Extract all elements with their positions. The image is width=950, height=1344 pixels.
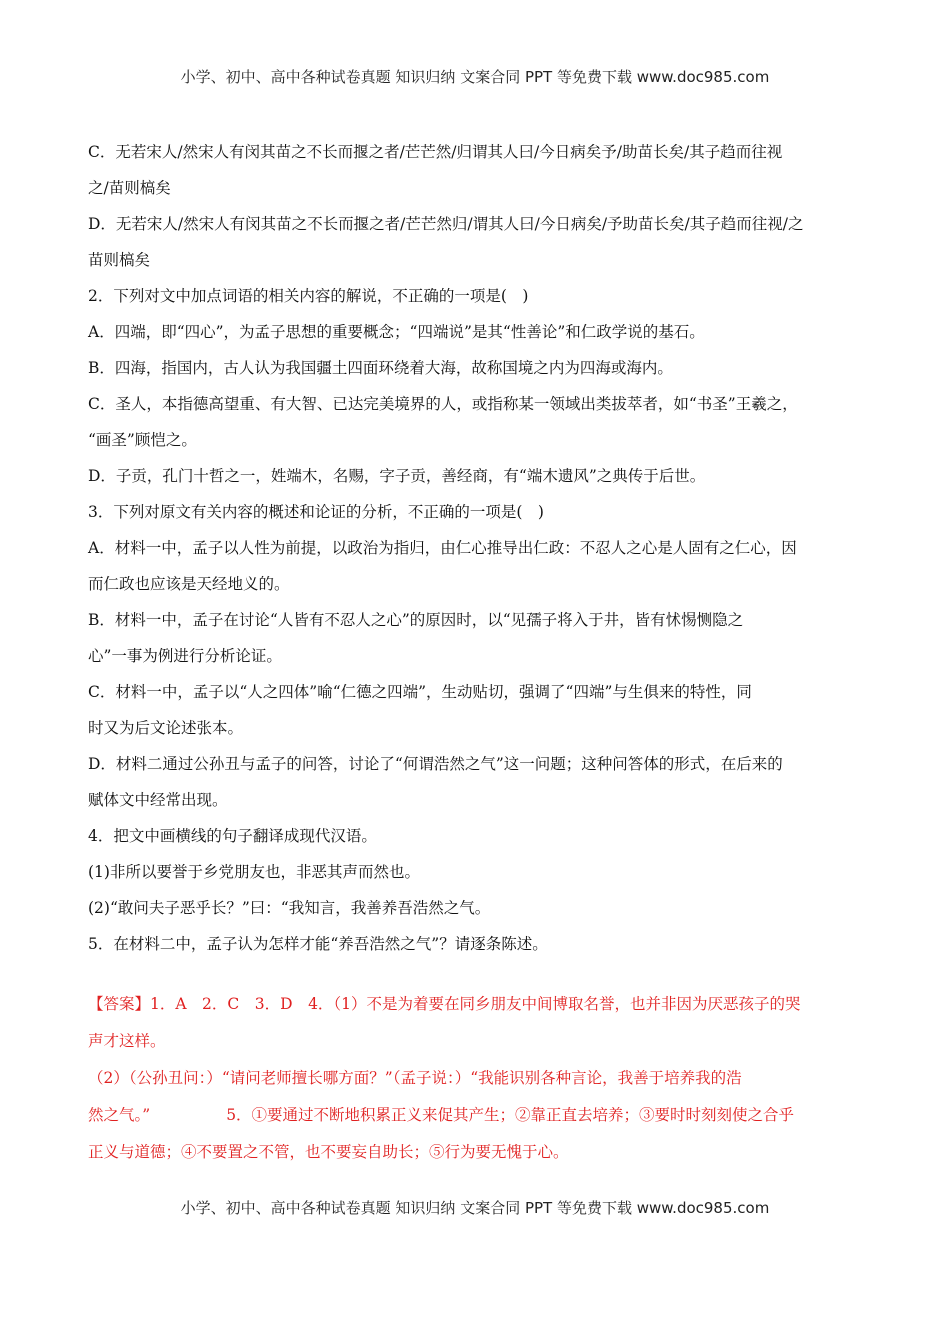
answer-segment: 然之气。” [88, 1106, 151, 1124]
option-line: D．子贡，孔门十哲之一，姓端木，名赐，字子贡，善经商，有“端木遗风”之典传于后世。 [88, 467, 706, 485]
text-line: 而仁政也应该是天经地义的。 [88, 575, 290, 593]
option-line: C．材料一中，孟子以“人之四体”喻“仁德之四端”，生动贴切，强调了“四端”与生俱来的特性，同 [88, 683, 752, 701]
question-body [88, 134, 864, 962]
page-header: 小学、初中、高中各种试卷真题 知识归纳 文案合同 PPT 等免费下载 www.doc985.com [180, 68, 770, 86]
option-line: B．四海，指国内，古人认为我国疆土四面环绕着大海，故称国境之内为四海或海内。 [88, 359, 673, 377]
text-line: 苗则槁矣 [88, 251, 151, 269]
option-line: D．材料二通过公孙丑与孟子的问答，讨论了“何谓浩然之气”这一问题；这种问答体的形式，在后来的 [88, 755, 783, 773]
option-line: C．圣人，本指德高望重、有大智、已达完美境界的人，或指称某一领域出类拔萃者，如“书圣”王羲之， [88, 395, 798, 413]
option-line: A．材料一中，孟子以人性为前提，以政治为指归，由仁心推导出仁政：不忍人之心是人固有之仁心，因 [88, 539, 797, 557]
option-line: A．四端，即“四心”，为孟子思想的重要概念；“四端说”是其“性善论”和仁政学说的基石。 [88, 323, 705, 341]
text-line: 之/苗则槁矣 [88, 179, 171, 197]
question-2-stem: 2．下列对文中加点词语的相关内容的解说，不正确的一项是( ) [88, 287, 529, 305]
text-line: C．无若宋人/然宋人有闵其苗之不长而揠之者/芒芒然/归谓其人曰/今日病矣予/助苗长矣/其子趋而往视 [88, 143, 783, 161]
option-line: B．材料一中，孟子在讨论“人皆有不忍人之心”的原因时，以“见孺子将入于井，皆有怵惕恻隐之 [88, 611, 744, 629]
text-line: 赋体文中经常出现。 [88, 791, 228, 809]
page-footer: 小学、初中、高中各种试卷真题 知识归纳 文案合同 PPT 等免费下载 www.doc985.com [180, 1199, 770, 1217]
text-line: 时又为后文论述张本。 [88, 719, 244, 737]
answer-line: （2）（公孙丑问：）“请问老师擅长哪方面？”（孟子说：）“我能识别各种言论，我善于培养我的浩 [88, 1069, 742, 1087]
sub-question: (1)非所以要誉于乡党朋友也，非恶其声而然也。 [88, 863, 420, 881]
sub-question: (2)“敢问夫子恶乎长？”曰：“我知言，我善养吾浩然之气。 [88, 899, 491, 917]
question-5-stem: 5．在材料二中，孟子认为怎样才能“养吾浩然之气”？请逐条陈述。 [88, 935, 548, 953]
answer-segment: 5．①要通过不断地积累正义来促其产生；②靠正直去培养；③要时时刻刻使之合乎 [226, 1106, 795, 1124]
answer-block [88, 986, 864, 1171]
text-line: “画圣”顾恺之。 [88, 431, 197, 449]
question-3-stem: 3．下列对原文有关内容的概述和论证的分析，不正确的一项是( ) [88, 503, 544, 521]
text-line: 心”一事为例进行分析论证。 [88, 647, 282, 665]
question-4-stem: 4．把文中画横线的句子翻译成现代汉语。 [88, 827, 377, 845]
text-line: D．无若宋人/然宋人有闵其苗之不长而揠之者/芒芒然归/谓其人曰/今日病矣/予助苗长矣/其子趋而往视/之 [88, 215, 804, 233]
answer-line: 正义与道德；④不要置之不管，也不要妄自助长；⑤行为要无愧于心。 [88, 1143, 569, 1161]
answer-line: 声才这样。 [88, 1032, 166, 1050]
answer-line [88, 1097, 864, 1134]
answer-line: 【答案】1．A 2．C 3．D 4．（1）不是为着要在同乡朋友中间博取名誉，也并非因为厌恶孩子的哭 [88, 995, 801, 1013]
